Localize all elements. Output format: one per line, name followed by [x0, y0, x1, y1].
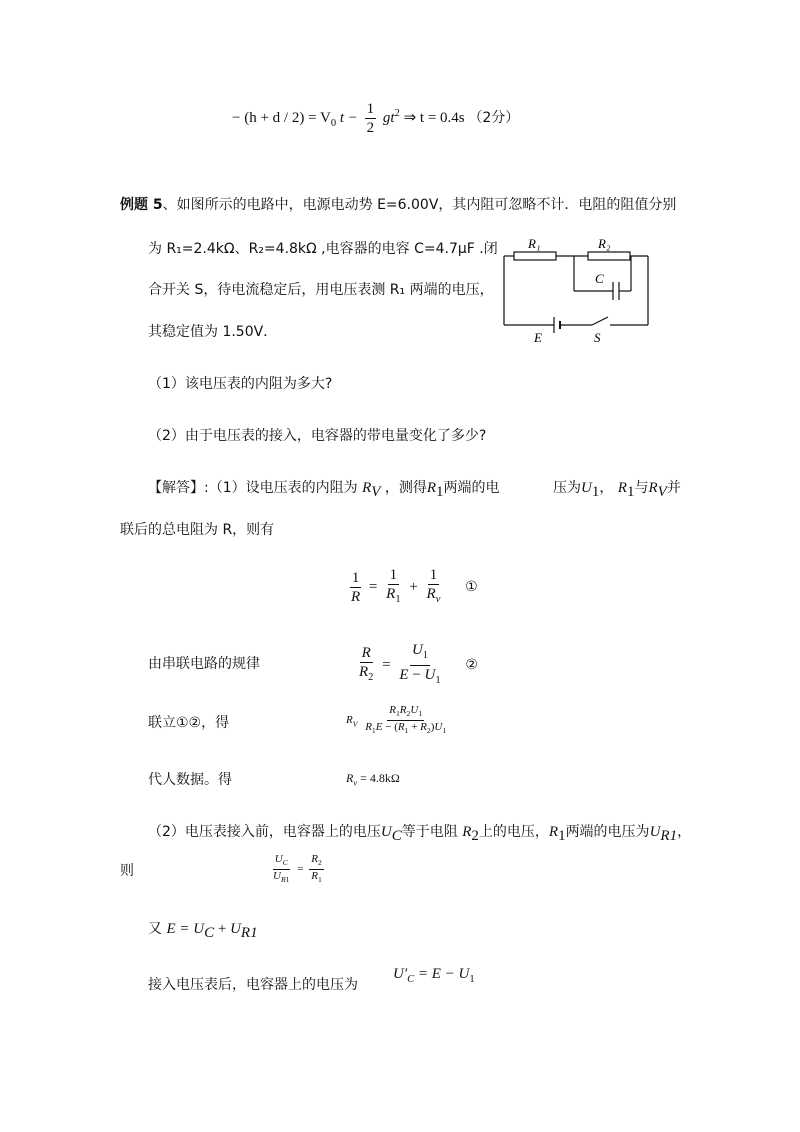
rv-result: $R_v = 4.8k\Omega$	[346, 771, 400, 788]
equation-2: $\frac{R}{R_2}$ = $\frac{U_1}{E - U_1}$ ②	[359, 642, 478, 686]
label-s: S	[594, 330, 601, 345]
label-r2: R₂	[598, 236, 611, 251]
question-2: （2）由于电压表的接入，电容器的带电量变化了多少?	[148, 428, 487, 444]
after-eq-rhs: = E − U	[417, 966, 470, 982]
part2-a: （2）电压表接入前，电容器上的电压	[148, 824, 381, 840]
label-c: C	[595, 271, 604, 286]
rv-result-value: = 4.8kΩ	[360, 771, 400, 785]
solution-line-2: 联后的总电阻为 R，则有	[120, 522, 275, 538]
label-r1: R₁	[528, 236, 541, 251]
also-eq: E = U	[166, 921, 205, 937]
question-1: （1）该电压表的内阻为多大?	[148, 376, 333, 392]
sym-u1-sub: 1	[591, 483, 600, 500]
circuit-diagram	[498, 234, 658, 346]
problem-text-1: 、如图所示的电路中，电源电动势 E=6.00V，其内阻可忽略不计．电阻的阻值分别	[162, 197, 677, 213]
solution-line-1	[148, 477, 500, 501]
problem-label: 例题 5	[120, 197, 163, 213]
problem-line-4: 其稳定值为 1.50V．	[148, 324, 278, 340]
resistor-r1	[514, 252, 556, 260]
solution-head: 【解答】:（1）设电压表的内阻为	[148, 480, 358, 496]
problem-line-2: 为 R₁=2.4kΩ、R₂=4.8kΩ ,电容器的电容 C=4.7μF .闭	[148, 241, 498, 257]
sym-rv: R	[362, 480, 372, 496]
eq-t1: t −	[339, 109, 358, 126]
sym-r1-sub: 1	[436, 483, 444, 500]
score-label: （2分）	[468, 109, 520, 126]
solution-end-1: 并	[666, 480, 681, 496]
after-text: 接入电压表后，电容器上的电压为	[148, 977, 358, 993]
solution-line-1b: 压为$U_1$， $R_1$与$R_V$并	[553, 480, 681, 500]
eq-result: ⇒ t = 0.4s	[403, 109, 465, 126]
also-text: 又	[148, 921, 162, 937]
solution-mid-1: ，测得	[384, 480, 427, 496]
eq-square: 2	[394, 107, 400, 119]
eq-lhs: − (h + d / 2) = V	[232, 109, 331, 126]
part2-d: 两端的电压为	[565, 824, 650, 840]
label-e: E	[534, 330, 542, 345]
after-eq-lhs: U′	[393, 966, 408, 982]
eq1-tag: ①	[465, 578, 478, 595]
equation-ratio: $\frac{U_C}{U_{R1}}$ = $\frac{R_2}{R_1}$	[273, 853, 322, 885]
solution-mid-2: 两端的电	[443, 480, 500, 496]
joint-text: 联立①②，得	[148, 715, 230, 731]
sym-u1: U	[581, 480, 592, 496]
sub-text: 代人数据。得	[148, 772, 232, 788]
equation-rv: $R_V$ $\frac{R_1R_2U_1}{R_1E - (R_1 + R_2)U_1}$	[346, 704, 447, 736]
also-line: 又 $E = U_C + U_{R1}$	[148, 921, 258, 941]
rule-text: 由串联电路的规律	[148, 656, 260, 672]
eq-half-fraction	[365, 100, 377, 137]
part2-c: 上的电压，	[478, 824, 549, 840]
eq-v-sub: 0	[330, 117, 337, 129]
solution-mid-3: 压为	[553, 480, 581, 496]
then-text: 则	[120, 863, 134, 879]
problem-line-3: 合开关 S，待电流稳定后，用电压表测 R₁ 两端的电压，	[148, 282, 494, 298]
eq2-tag: ②	[465, 656, 478, 673]
part2-b: 等于电阻	[401, 824, 458, 840]
sym-rv-sub: V	[371, 483, 381, 500]
sym-r1: R	[426, 480, 437, 496]
resistor-r2	[588, 252, 630, 260]
frac-den: 2	[366, 120, 375, 136]
problem-line-1	[120, 194, 676, 214]
top-equation	[232, 100, 519, 137]
part2-line: （2）电压表接入前，电容器上的电压$U_C$等于电阻 $R_2$上的电压，$R_1$两端的电压为$U_{R1}$，	[148, 824, 692, 844]
switch-blade	[592, 317, 608, 325]
solution-mid-5: 与	[634, 480, 649, 496]
after-equation: $U'_C = E - U_1$	[393, 966, 475, 985]
equation-1: $\frac{1}{R}$ = $\frac{1}{R_1}$ + $\frac{1}{R_v}$ ①	[351, 567, 478, 605]
eq-g-part: gt	[382, 109, 395, 126]
solution-mid-4: ，	[599, 480, 614, 496]
frac-num: 1	[366, 101, 375, 117]
